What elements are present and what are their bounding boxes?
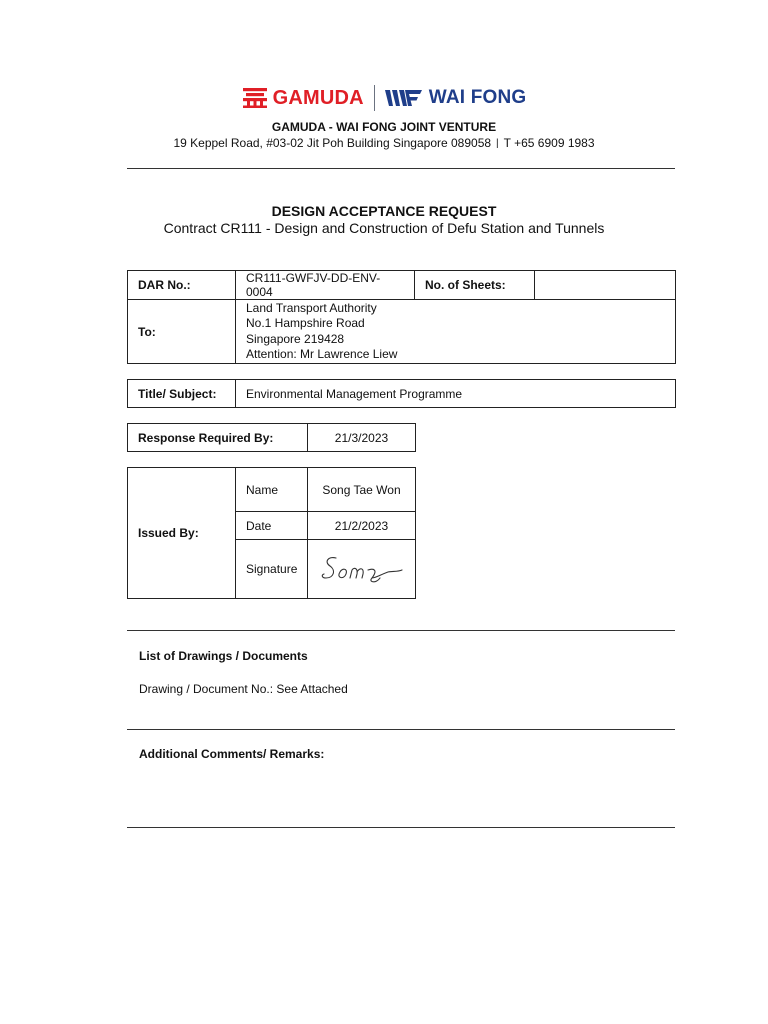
section-divider	[127, 827, 675, 828]
response-date: 21/3/2023	[308, 424, 416, 452]
wai-fong-emblem-icon	[384, 87, 424, 109]
response-label: Response Required By:	[128, 424, 308, 452]
subject-value: Environmental Management Programme	[236, 380, 676, 408]
issued-name-row	[128, 468, 416, 512]
name-value: Song Tae Won	[308, 468, 416, 512]
document-subtitle: Contract CR111 - Design and Construction of Defu Station and Tunnels	[163, 220, 605, 236]
to-label: To:	[128, 300, 236, 364]
signature-label: Signature	[236, 540, 308, 599]
issued-by-label: Issued By:	[128, 468, 236, 599]
gamuda-logo	[242, 87, 364, 110]
response-row	[128, 424, 416, 452]
subject-label: Title/ Subject:	[128, 380, 236, 408]
to-address-line: Attention: Mr Lawrence Liew	[246, 347, 398, 361]
to-address-line: Land Transport Authority	[246, 300, 377, 315]
handwritten-signature	[318, 548, 406, 588]
section-divider	[127, 729, 675, 730]
to-address-line: Singapore 219428	[246, 331, 345, 346]
company-phone: T +65 6909 1983	[503, 136, 595, 150]
header-divider	[127, 168, 675, 169]
wai-fong-logo	[384, 87, 527, 109]
dar-no-label: DAR No.:	[128, 271, 236, 300]
response-table	[127, 423, 416, 452]
to-row	[128, 300, 676, 364]
date-value: 21/2/2023	[308, 512, 416, 540]
to-address-line: No.1 Hampshire Road	[246, 316, 365, 330]
logo-divider	[374, 85, 375, 111]
subject-row	[128, 380, 676, 408]
no-of-sheets-label: No. of Sheets:	[415, 271, 535, 300]
comments-heading: Additional Comments/ Remarks:	[139, 747, 325, 761]
header-logos	[0, 84, 768, 112]
no-of-sheets-value	[535, 271, 676, 300]
wai-fong-logo-text: WAI FONG	[428, 87, 527, 108]
section-divider	[127, 630, 675, 631]
subject-table	[127, 379, 676, 408]
gamuda-emblem-icon	[242, 87, 268, 109]
dar-row	[128, 271, 676, 300]
issued-by-table	[127, 467, 416, 599]
document-title: DESIGN ACCEPTANCE REQUEST	[271, 203, 497, 219]
dar-table	[127, 270, 676, 364]
name-label: Name	[236, 468, 308, 512]
company-name: GAMUDA - WAI FONG JOINT VENTURE	[271, 120, 497, 134]
company-address: 19 Keppel Road, #03-02 Jit Poh Building Singapore 089058	[173, 136, 492, 150]
to-address	[236, 300, 676, 364]
company-contact	[0, 136, 768, 150]
gamuda-logo-text: GAMUDA	[272, 86, 364, 109]
drawings-text: Drawing / Document No.: See Attached	[139, 682, 348, 696]
signature-cell	[308, 540, 416, 599]
drawings-heading: List of Drawings / Documents	[139, 649, 308, 663]
contact-separator: |	[496, 138, 499, 149]
dar-no-value: CR111-GWFJV-DD-ENV-0004	[236, 271, 415, 300]
date-label: Date	[236, 512, 308, 540]
